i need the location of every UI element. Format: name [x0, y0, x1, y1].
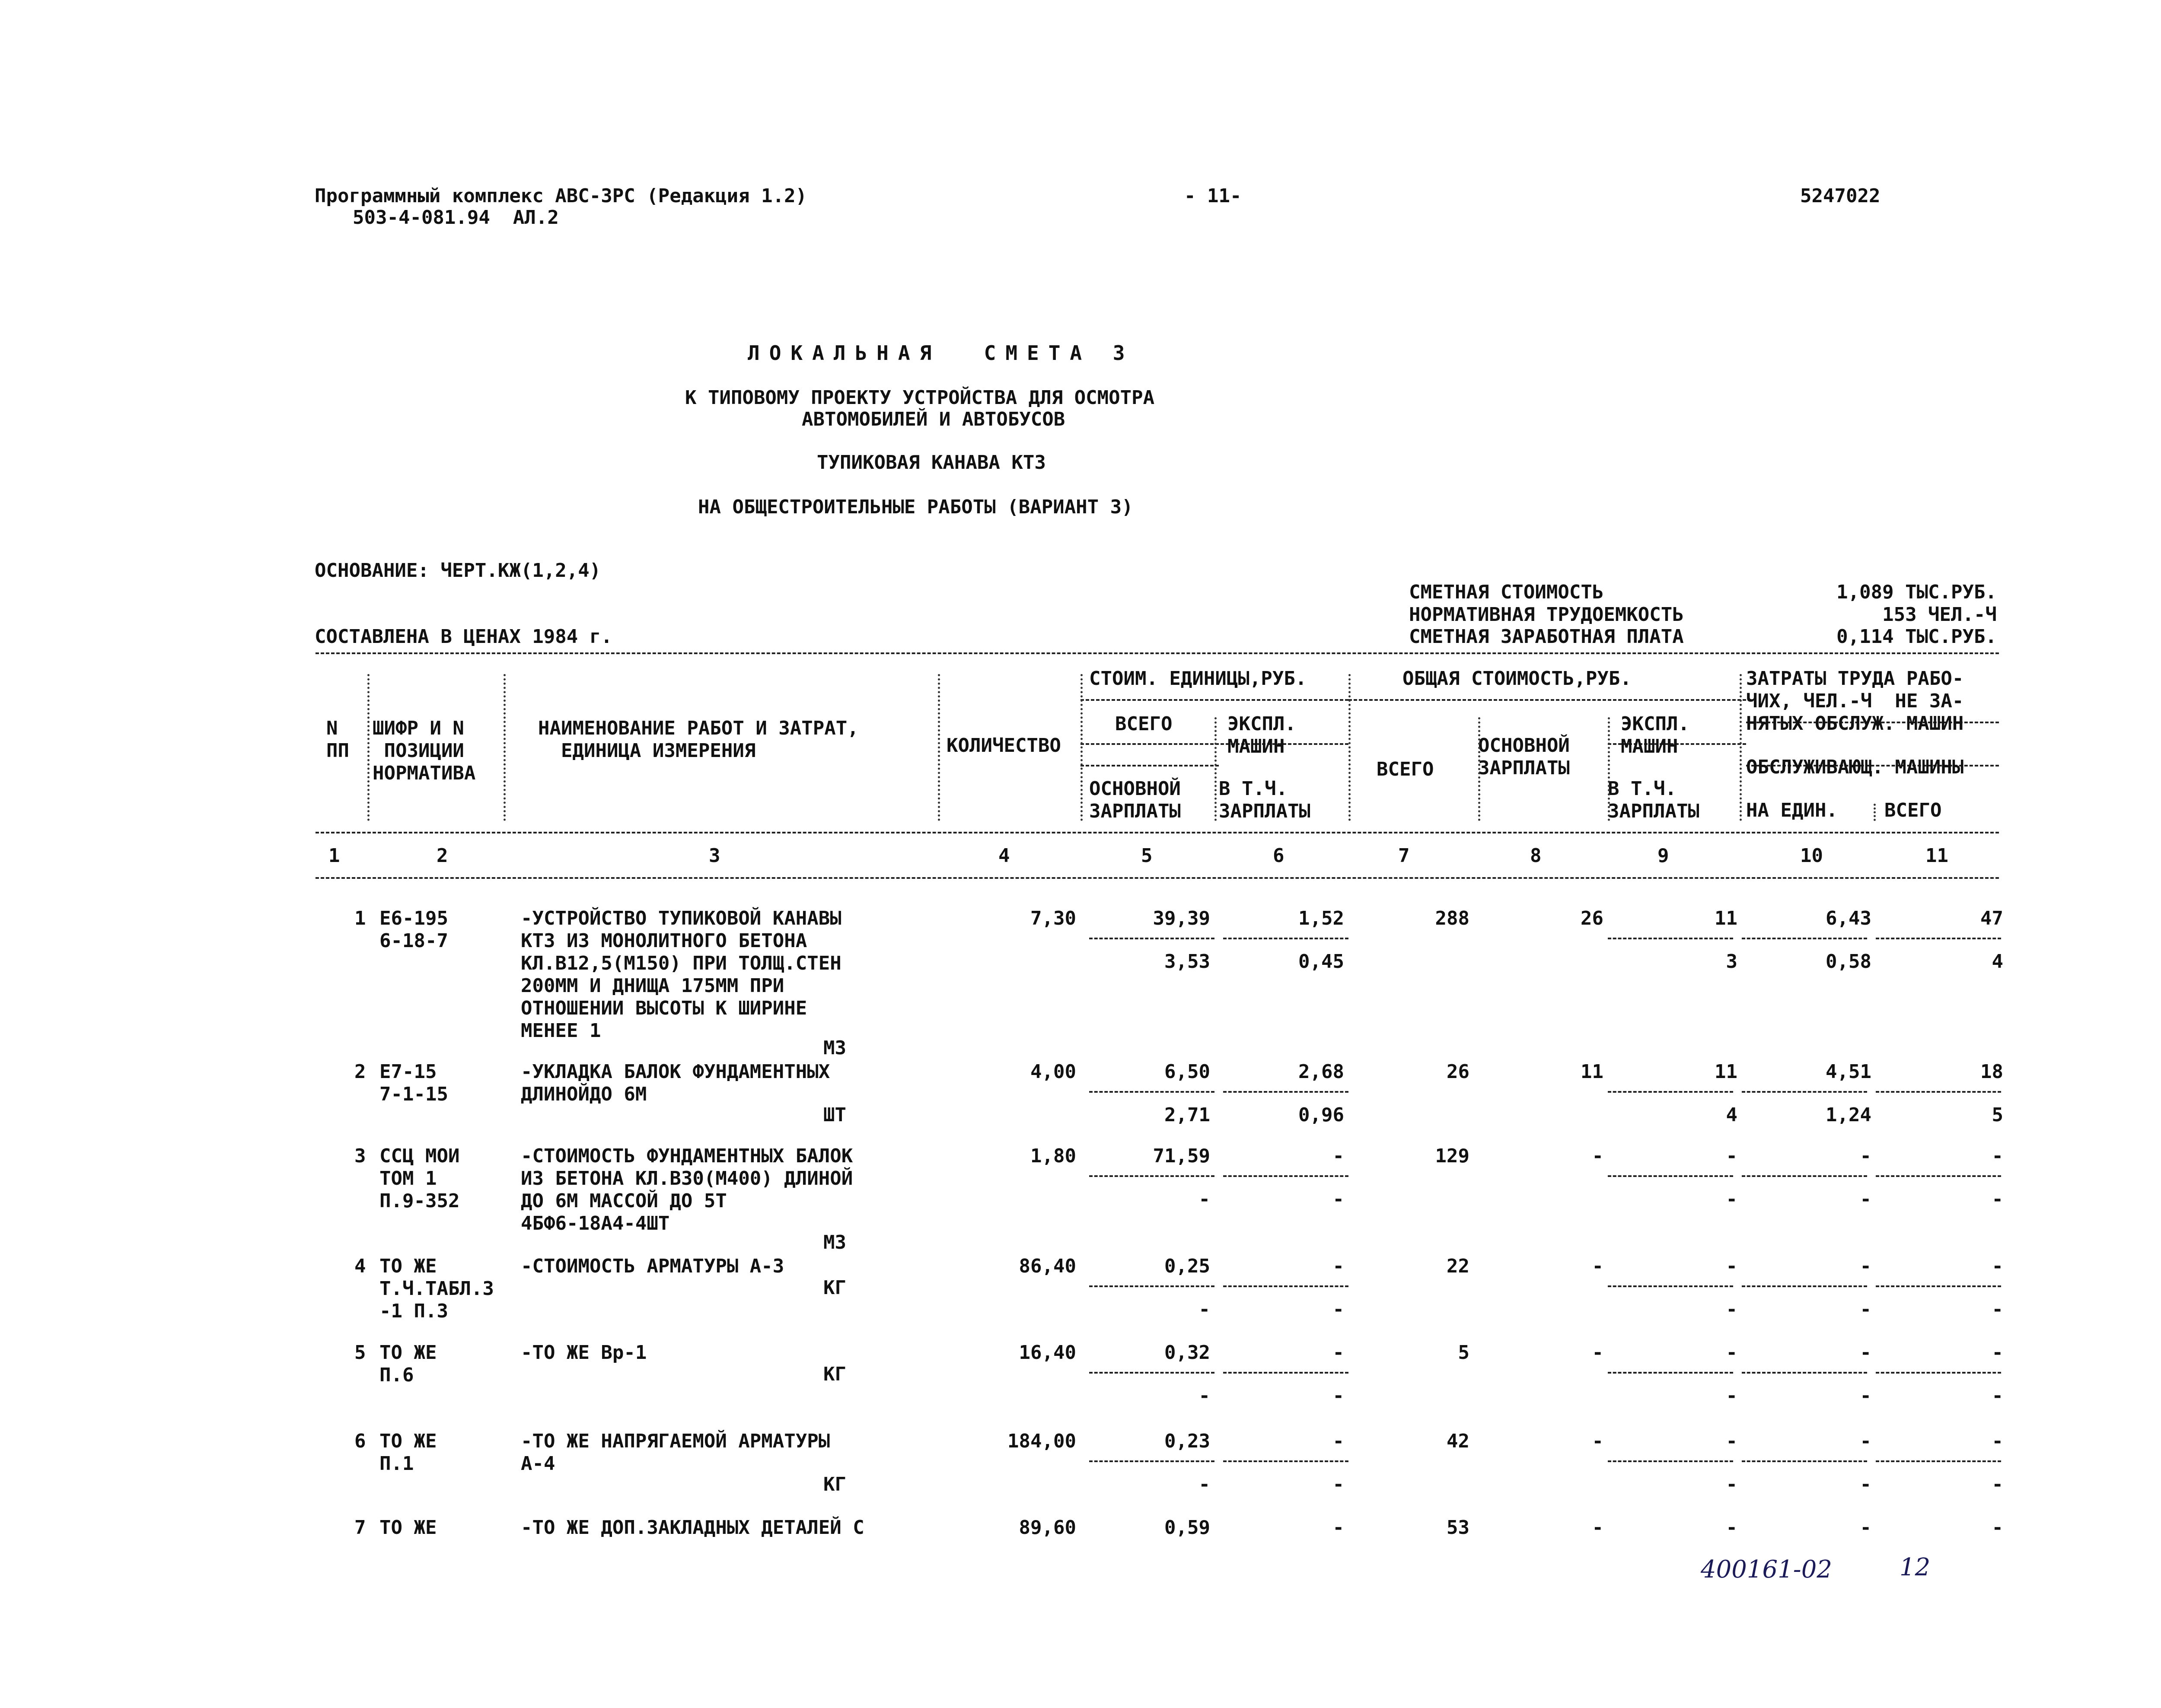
row-labor-total: - [1992, 1145, 2003, 1167]
row-labor-total: - [1992, 1255, 2003, 1277]
prices-year: СОСТАВЛЕНА В ЦЕНАХ 1984 г. [315, 626, 612, 648]
row-total-incl: - [1726, 1188, 1737, 1210]
row-number: 7 [354, 1517, 366, 1539]
header-bottom-rule [316, 832, 1999, 833]
row-qty: 89,60 [1019, 1517, 1076, 1539]
column-number-4: 4 [998, 845, 1010, 867]
row-labor-total: - [1992, 1517, 2003, 1539]
row-labor-total: - [1992, 1430, 2003, 1452]
row-total-machine-divider [1608, 1372, 1733, 1374]
row-total-all: 42 [1447, 1430, 1469, 1452]
row-unit-machine: - [1332, 1430, 1344, 1452]
column-number-11: 11 [1925, 845, 1948, 867]
row-machine-divider [1223, 938, 1348, 939]
row-machine-divider [1223, 1285, 1348, 1287]
row-labor-per-unit: - [1860, 1430, 1871, 1452]
row-labor-service-unit: - [1860, 1188, 1871, 1210]
row-labor-service-total: - [1992, 1188, 2003, 1210]
sep-5 [1214, 717, 1217, 821]
column-number-9: 9 [1657, 845, 1669, 867]
col-total-machine-header: ЭКСПЛ. МАШИН [1621, 713, 1689, 757]
page-number: - 11- [1184, 185, 1242, 207]
program-name: Программный комплекс АВС-ЗРС (Редакция 1.2) [315, 185, 807, 207]
row-number: 3 [354, 1145, 366, 1167]
numbers-bottom-rule [316, 877, 1999, 879]
row-unit-incl: 0,96 [1298, 1104, 1344, 1126]
row-unit-cost-divider [1089, 1460, 1214, 1462]
row-unit-total: 0,32 [1164, 1342, 1210, 1364]
column-number-2: 2 [437, 845, 448, 867]
sep-4 [1080, 674, 1083, 821]
row-code: ССЦ МОИ ТОМ 1 П.9-352 [379, 1145, 460, 1212]
row-qty: 184,00 [1007, 1430, 1076, 1452]
row-labor-divider [1742, 1460, 1867, 1462]
summary-label-3: СМЕТНАЯ ЗАРАБОТНАЯ ПЛАТА [1409, 626, 1684, 648]
row-number: 2 [354, 1061, 366, 1083]
row-labor-service-unit: 0,58 [1826, 951, 1871, 973]
sep-1 [367, 674, 370, 821]
col-unit-wage-header: ОСНОВНОЙ ЗАРПЛАТЫ [1089, 778, 1181, 822]
row-unit-total: 71,59 [1153, 1145, 1210, 1167]
row-name: -ТО ЖЕ ДОП.ЗАКЛАДНЫХ ДЕТАЛЕЙ С [521, 1517, 864, 1539]
doc-code: 503-4-081.94 АЛ.2 [353, 207, 559, 229]
row-labor-service-total: 4 [1992, 951, 2003, 973]
row-total-machine: 11 [1715, 907, 1737, 929]
handwritten-page: 12 [1900, 1553, 1931, 1581]
row-labor-total-divider [1876, 1175, 2001, 1177]
row-unit-cost-divider [1089, 938, 1214, 939]
row-unit-machine: - [1332, 1255, 1344, 1277]
row-qty: 7,30 [1030, 907, 1076, 929]
sep-2 [504, 674, 506, 821]
col-name-header: НАИМЕНОВАНИЕ РАБОТ И ЗАТРАТ, ЕДИНИЦА ИЗМЕРЕНИЯ [538, 717, 859, 762]
row-labor-total-divider [1876, 938, 2001, 939]
row-labor-service-total: - [1992, 1473, 2003, 1495]
sep-7 [1478, 717, 1480, 821]
row-labor-total-divider [1876, 1285, 2001, 1287]
unit-cost-subrule [1080, 699, 1348, 701]
row-unit-wage: - [1198, 1473, 1210, 1495]
row-number: 5 [354, 1342, 366, 1364]
row-machine-divider [1223, 1175, 1348, 1177]
row-code: Е6-195 6-18-7 [379, 907, 448, 952]
row-unit-wage: 3,53 [1164, 951, 1210, 973]
row-unit-wage: - [1198, 1385, 1210, 1407]
row-unit-cost-divider [1089, 1175, 1214, 1177]
row-labor-total-divider [1876, 1091, 2001, 1093]
row-unit-machine: - [1332, 1145, 1344, 1167]
col-unit-cost-header: СТОИМ. ЕДИНИЦЫ,РУБ. [1089, 668, 1307, 690]
col-n-header: N ПП [326, 717, 349, 762]
row-unit-incl: 0,45 [1298, 951, 1344, 973]
basis: ОСНОВАНИЕ: ЧЕРТ.КЖ(1,2,4) [315, 560, 601, 582]
row-unit-cost-divider [1089, 1091, 1214, 1093]
row-unit-wage: - [1198, 1298, 1210, 1320]
row-total-machine-divider [1608, 1460, 1733, 1462]
row-code: ТО ЖЕ [379, 1517, 437, 1539]
row-total-wage: 26 [1581, 907, 1603, 929]
row-unit-total: 39,39 [1153, 907, 1210, 929]
row-qty: 86,40 [1019, 1255, 1076, 1277]
column-number-6: 6 [1273, 845, 1284, 867]
row-machine-divider [1223, 1460, 1348, 1462]
row-qty: 1,80 [1030, 1145, 1076, 1167]
row-labor-service-unit: - [1860, 1385, 1871, 1407]
row-code: ТО ЖЕ Т.Ч.ТАБЛ.3 -1 П.3 [379, 1255, 494, 1322]
row-total-all: 26 [1447, 1061, 1469, 1083]
column-number-1: 1 [328, 845, 340, 867]
row-total-all: 53 [1447, 1517, 1469, 1539]
row-unit-incl: - [1332, 1473, 1344, 1495]
row-total-wage: - [1592, 1255, 1603, 1277]
row-labor-total: - [1992, 1342, 2003, 1364]
col-unit-total-header: ВСЕГО [1115, 713, 1173, 735]
row-unit-machine: - [1332, 1517, 1344, 1539]
row-labor-service-total: - [1992, 1385, 2003, 1407]
col-total-all-header: ВСЕГО [1377, 758, 1434, 780]
col-unit-machine-header: ЭКСПЛ. МАШИН [1227, 713, 1296, 757]
row-total-all: 22 [1447, 1255, 1469, 1277]
row-labor-per-unit: - [1860, 1145, 1871, 1167]
doc-number: 5247022 [1800, 185, 1881, 207]
row-total-machine: - [1726, 1255, 1737, 1277]
row-total-wage: - [1592, 1342, 1603, 1364]
row-name: -СТОИМОСТЬ ФУНДАМЕНТНЫХ БАЛОК ИЗ БЕТОНА КЛ.В30(М400) ДЛИНОЙ ДО 6М МАССОЙ ДО 5Т 4БФ6-18А4-4ШТ [521, 1145, 853, 1234]
col-total-wage-header: ОСНОВНОЙ ЗАРПЛАТЫ [1478, 735, 1570, 779]
column-number-10: 10 [1800, 845, 1823, 867]
row-total-wage: - [1592, 1517, 1603, 1539]
row-qty: 16,40 [1019, 1342, 1076, 1364]
row-total-incl: 3 [1726, 951, 1737, 973]
column-number-7: 7 [1398, 845, 1410, 867]
row-labor-per-unit: - [1860, 1342, 1871, 1364]
row-unit: КГ [823, 1363, 846, 1385]
row-labor-divider [1742, 1091, 1867, 1093]
row-code: ТО ЖЕ П.1 [379, 1430, 437, 1475]
summary-label-1: СМЕТНАЯ СТОИМОСТЬ [1409, 581, 1604, 603]
title-line-3: ТУПИКОВАЯ КАНАВА КТЗ [817, 452, 1046, 474]
row-labor-total: 18 [1980, 1061, 2003, 1083]
row-unit: КГ [823, 1277, 846, 1299]
row-total-machine-divider [1608, 1175, 1733, 1177]
col-total-cost-header: ОБЩАЯ СТОИМОСТЬ,РУБ. [1402, 668, 1632, 690]
row-unit-wage: 2,71 [1164, 1104, 1210, 1126]
title-line-4: НА ОБЩЕСТРОИТЕЛЬНЫЕ РАБОТЫ (ВАРИАНТ 3) [698, 496, 1133, 518]
total-cost-subrule [1348, 699, 1746, 701]
row-labor-service-unit: - [1860, 1473, 1871, 1495]
row-labor-per-unit: - [1860, 1255, 1871, 1277]
row-labor-total-divider [1876, 1372, 2001, 1374]
row-labor-per-unit: - [1860, 1517, 1871, 1539]
row-total-all: 129 [1435, 1145, 1469, 1167]
row-unit-incl: - [1332, 1298, 1344, 1320]
row-total-machine-divider [1608, 1091, 1733, 1093]
row-total-wage: - [1592, 1145, 1603, 1167]
row-total-wage: - [1592, 1430, 1603, 1452]
row-number: 4 [354, 1255, 366, 1277]
col-total-incl-header: В Т.Ч. ЗАРПЛАТЫ [1608, 778, 1699, 822]
handwritten-stamp: 400161-02 [1701, 1555, 1832, 1584]
row-labor-total-divider [1876, 1460, 2001, 1462]
row-total-incl: 4 [1726, 1104, 1737, 1126]
row-name: -СТОИМОСТЬ АРМАТУРЫ А-3 [521, 1255, 784, 1277]
row-labor-per-unit: 4,51 [1826, 1061, 1871, 1083]
row-unit-machine: - [1332, 1342, 1344, 1364]
col-qty-header: КОЛИЧЕСТВО [947, 735, 1061, 757]
row-labor-service-unit: 1,24 [1826, 1104, 1871, 1126]
row-unit-incl: - [1332, 1188, 1344, 1210]
row-number: 6 [354, 1430, 366, 1452]
col-labor-service-header: ОБСЛУЖИВАЮЩ. МАШИНЫ [1746, 756, 1964, 778]
row-unit: ШТ [823, 1104, 846, 1126]
row-unit-total: 0,25 [1164, 1255, 1210, 1277]
col-all-header: ВСЕГО [1884, 799, 1942, 821]
row-code: Е7-15 7-1-15 [379, 1061, 448, 1105]
col-unit-incl-header: В Т.Ч. ЗАРПЛАТЫ [1219, 778, 1310, 822]
row-total-machine-divider [1608, 938, 1733, 939]
row-unit-total: 6,50 [1164, 1061, 1210, 1083]
summary-label-2: НОРМАТИВНАЯ ТРУДОЕМКОСТЬ [1409, 604, 1684, 626]
row-machine-divider [1223, 1372, 1348, 1374]
row-unit-cost-divider [1089, 1372, 1214, 1374]
row-name: -ТО ЖЕ Вр-1 [521, 1342, 647, 1364]
summary-value-2: 153 ЧЕЛ.-Ч [1882, 604, 1997, 626]
summary-value-3: 0,114 ТЫС.РУБ. [1836, 626, 1997, 648]
row-total-incl: - [1726, 1385, 1737, 1407]
row-total-machine: 11 [1715, 1061, 1737, 1083]
row-name: -ТО ЖЕ НАПРЯГАЕМОЙ АРМАТУРЫ А-4 [521, 1430, 830, 1475]
sep-8 [1608, 717, 1610, 821]
row-unit-incl: - [1332, 1385, 1344, 1407]
row-name: -УКЛАДКА БАЛОК ФУНДАМЕНТНЫХ ДЛИНОЙДО 6М [521, 1061, 830, 1105]
summary-value-1: 1,089 ТЫС.РУБ. [1836, 581, 1997, 603]
row-labor-per-unit: 6,43 [1826, 907, 1871, 929]
row-labor-service-total: 5 [1992, 1104, 2003, 1126]
table-top-rule [316, 652, 1999, 654]
row-total-all: 288 [1435, 907, 1469, 929]
sep-9 [1740, 674, 1742, 821]
wage-subrule [1080, 765, 1219, 767]
row-qty: 4,00 [1030, 1061, 1076, 1083]
sep-3 [938, 674, 940, 821]
title-line-2: АВТОМОБИЛЕЙ И АВТОБУСОВ [802, 408, 1065, 430]
row-unit: М3 [823, 1037, 846, 1059]
row-total-machine: - [1726, 1342, 1737, 1364]
sep-10 [1874, 804, 1876, 821]
row-code: ТО ЖЕ П.6 [379, 1342, 437, 1386]
col-labor-header: ЗАТРАТЫ ТРУДА РАБО- ЧИХ, ЧЕЛ.-Ч НЕ ЗА- НЯТЫХ ОБСЛУЖ. МАШИН [1746, 668, 1964, 735]
row-total-machine: - [1726, 1430, 1737, 1452]
row-unit-total: 0,23 [1164, 1430, 1210, 1452]
row-number: 1 [354, 907, 366, 929]
row-total-incl: - [1726, 1473, 1737, 1495]
title-line-1: К ТИПОВОМУ ПРОЕКТУ УСТРОЙСТВА ДЛЯ ОСМОТРА [685, 387, 1155, 409]
row-total-incl: - [1726, 1298, 1737, 1320]
row-labor-divider [1742, 1372, 1867, 1374]
row-unit-machine: 2,68 [1298, 1061, 1344, 1083]
row-unit-machine: 1,52 [1298, 907, 1344, 929]
row-labor-divider [1742, 1285, 1867, 1287]
row-unit: КГ [823, 1473, 846, 1495]
sep-6 [1348, 674, 1351, 821]
row-total-machine: - [1726, 1517, 1737, 1539]
row-total-machine: - [1726, 1145, 1737, 1167]
row-name: -УСТРОЙСТВО ТУПИКОВОЙ КАНАВЫ КТЗ ИЗ МОНОЛИТНОГО БЕТОНА КЛ.В12,5(М150) ПРИ ТОЛЩ.СТЕН 200ММ И ДНИЩА 175ММ ПРИ ОТНОШЕНИИ ВЫСОТЫ К ШИРИНЕ МЕНЕЕ 1 [521, 907, 841, 1042]
col-code-header: ШИФР И N ПОЗИЦИИ НОРМАТИВА [373, 717, 476, 784]
column-number-5: 5 [1141, 845, 1153, 867]
row-labor-service-unit: - [1860, 1298, 1871, 1320]
col-per-unit-header: НА ЕДИН. [1746, 799, 1838, 821]
row-total-all: 5 [1458, 1342, 1469, 1364]
row-machine-divider [1223, 1091, 1348, 1093]
column-number-3: 3 [709, 845, 720, 867]
row-unit-total: 0,59 [1164, 1517, 1210, 1539]
row-unit-cost-divider [1089, 1285, 1214, 1287]
row-labor-divider [1742, 1175, 1867, 1177]
row-total-machine-divider [1608, 1285, 1733, 1287]
row-total-wage: 11 [1581, 1061, 1603, 1083]
row-labor-divider [1742, 938, 1867, 939]
column-number-8: 8 [1530, 845, 1542, 867]
row-labor-service-total: - [1992, 1298, 2003, 1320]
row-unit-wage: - [1198, 1188, 1210, 1210]
document-title: ЛОКАЛЬНАЯ СМЕТА 3 [748, 341, 1135, 365]
row-labor-total: 47 [1980, 907, 2003, 929]
row-unit: М3 [823, 1231, 846, 1253]
